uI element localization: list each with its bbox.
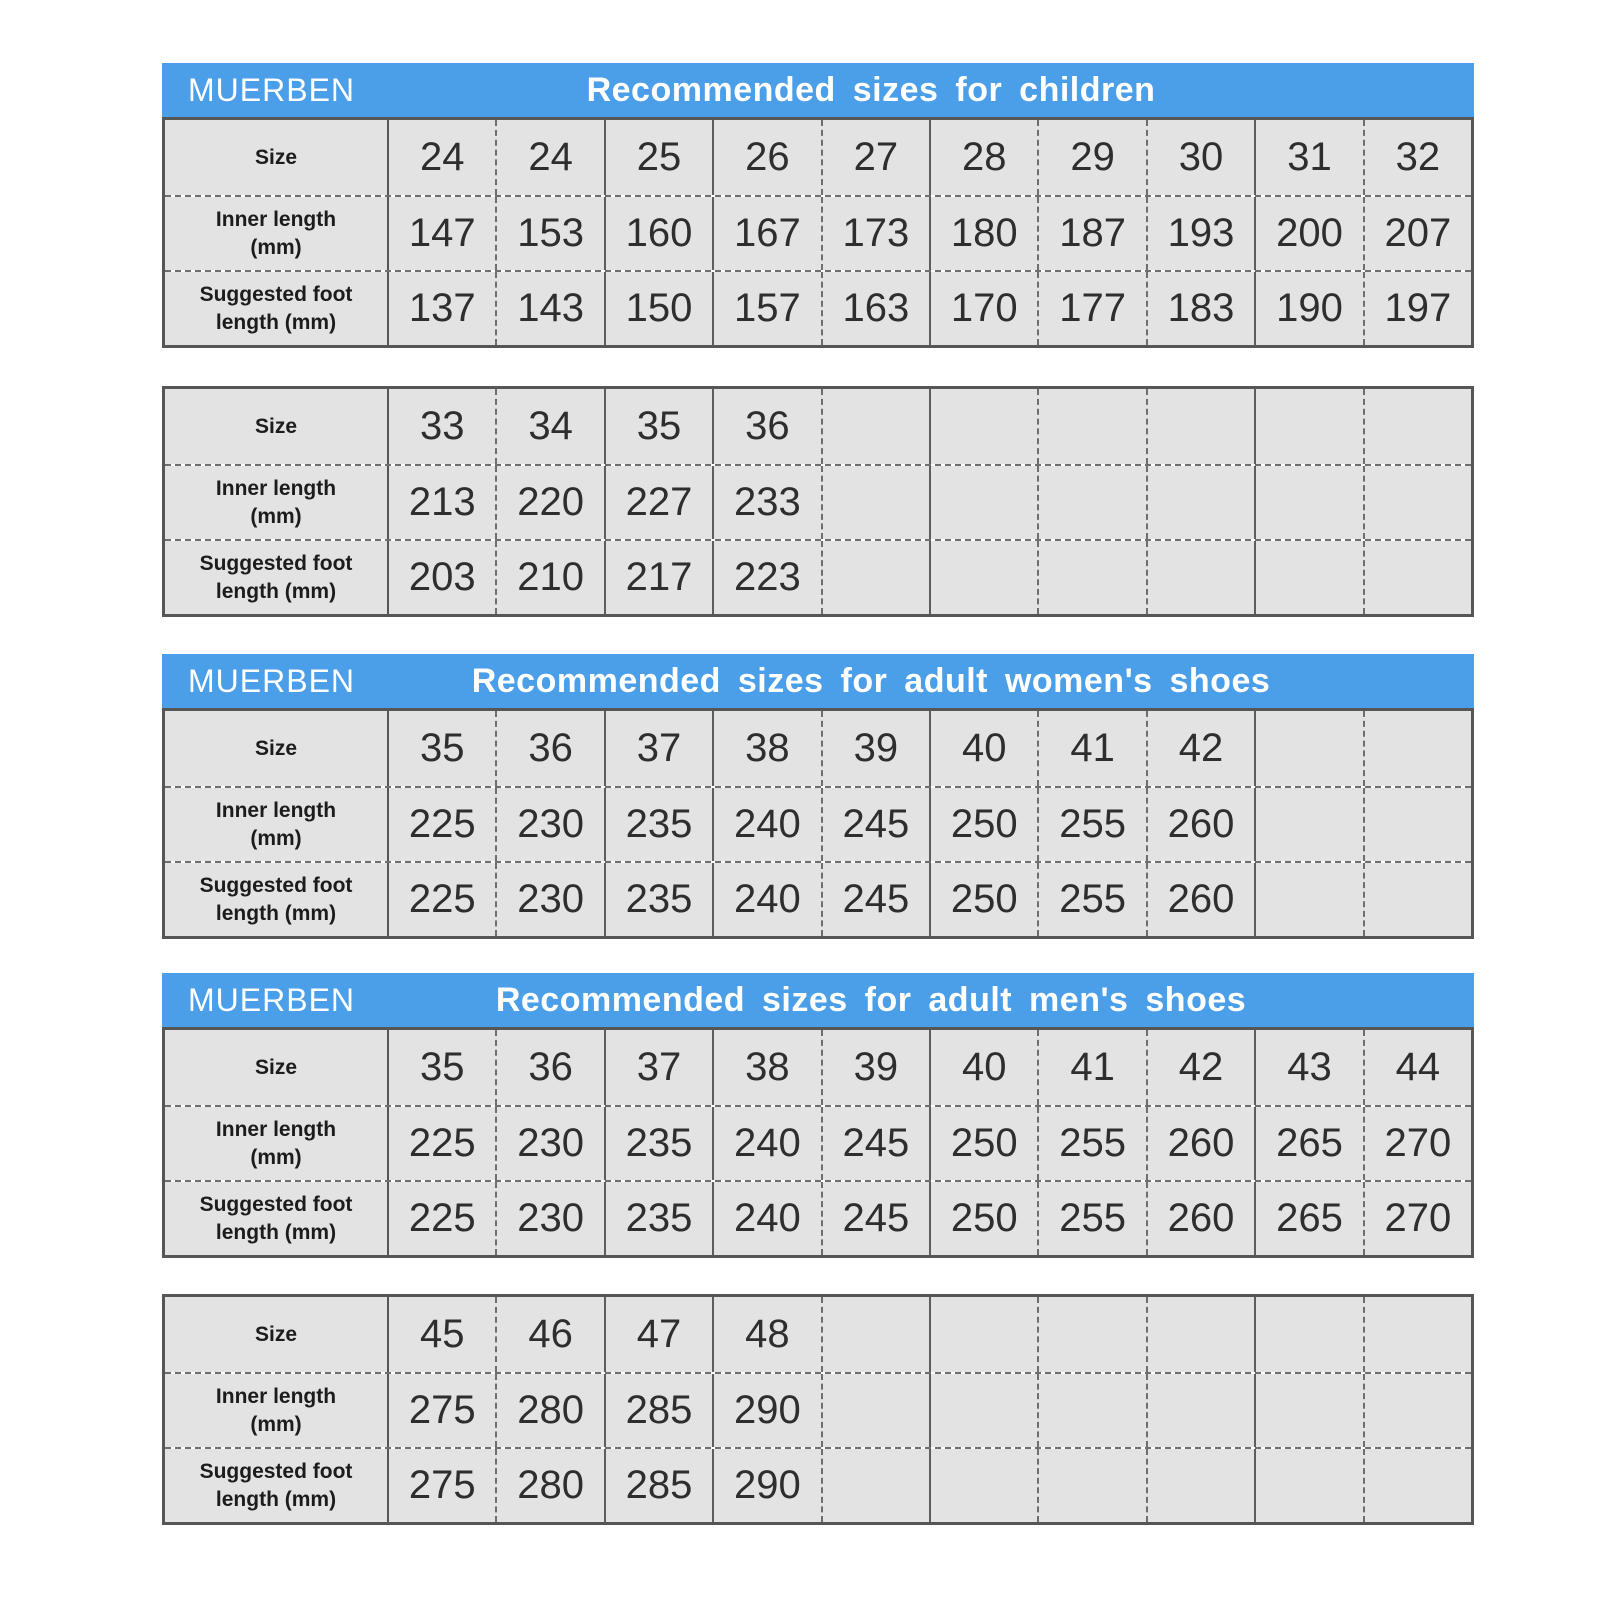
table-row-size — [165, 1297, 1471, 1372]
row-label-size — [165, 1297, 389, 1372]
size-table-1 — [162, 63, 1474, 348]
suggested-foot-length-value-cell: 250 — [929, 1182, 1037, 1255]
empty-cell — [929, 1449, 1037, 1522]
row-label-line: length (mm) — [215, 901, 337, 925]
row-label-line: length (mm) — [215, 310, 337, 334]
empty-cell — [1254, 1449, 1362, 1522]
suggested-foot-length-value-cell: 157 — [712, 272, 820, 345]
empty-cell — [1037, 541, 1145, 614]
size-value-cell: 35 — [389, 711, 495, 786]
suggested-foot-length-value-cell: 255 — [1037, 863, 1145, 936]
suggested-foot-length-value-cell: 270 — [1363, 1182, 1471, 1255]
inner-length-value-cell: 280 — [495, 1374, 603, 1447]
empty-cell — [1254, 863, 1362, 936]
empty-cell — [1363, 788, 1471, 861]
row-label-line: Suggested foot — [199, 1460, 353, 1484]
inner-length-value-cell: 200 — [1254, 197, 1362, 270]
inner-length-value-cell: 255 — [1037, 1107, 1145, 1180]
suggested-foot-length-value-cell: 197 — [1363, 272, 1471, 345]
size-value-cell: 26 — [712, 120, 820, 195]
inner-length-value-cell: 250 — [929, 1107, 1037, 1180]
size-value-cell: 30 — [1146, 120, 1254, 195]
size-grid — [162, 1027, 1474, 1258]
table-title: Recommended sizes for adult women's shoes — [471, 661, 1271, 700]
size-value-cell: 36 — [712, 389, 820, 464]
inner-length-value-cell: 193 — [1146, 197, 1254, 270]
empty-cell — [821, 1449, 929, 1522]
empty-cell — [1254, 1374, 1362, 1447]
table-row-inner-length — [165, 195, 1471, 270]
inner-length-value-cell: 245 — [821, 788, 929, 861]
empty-cell — [929, 389, 1037, 464]
empty-cell — [929, 541, 1037, 614]
inner-length-value-cell: 275 — [389, 1374, 495, 1447]
suggested-foot-length-value-cell: 260 — [1146, 863, 1254, 936]
suggested-foot-length-value-cell: 280 — [495, 1449, 603, 1522]
table-row-suggested-foot-length — [165, 1447, 1471, 1522]
empty-cell — [1254, 466, 1362, 539]
table-row-suggested-foot-length — [165, 1180, 1471, 1255]
empty-cell — [1146, 541, 1254, 614]
size-value-cell: 48 — [712, 1297, 820, 1372]
row-label-size — [165, 389, 389, 464]
row-label-line: Size — [254, 414, 298, 438]
table-header-bar — [162, 973, 1474, 1027]
suggested-foot-length-value-cell: 235 — [604, 1182, 712, 1255]
row-label-line: Inner length — [215, 477, 337, 501]
empty-cell — [1146, 466, 1254, 539]
inner-length-value-cell: 245 — [821, 1107, 929, 1180]
size-value-cell: 35 — [604, 389, 712, 464]
suggested-foot-length-value-cell: 225 — [389, 863, 495, 936]
row-label-line: Suggested foot — [199, 283, 353, 307]
inner-length-value-cell: 213 — [389, 466, 495, 539]
size-value-cell: 43 — [1254, 1030, 1362, 1105]
table-row-size — [165, 711, 1471, 786]
suggested-foot-length-value-cell: 143 — [495, 272, 603, 345]
size-value-cell: 46 — [495, 1297, 603, 1372]
suggested-foot-length-value-cell: 265 — [1254, 1182, 1362, 1255]
size-value-cell: 39 — [821, 1030, 929, 1105]
inner-length-value-cell: 160 — [604, 197, 712, 270]
empty-cell — [1037, 1449, 1145, 1522]
row-label-line: (mm) — [250, 1412, 302, 1436]
empty-cell — [1146, 1374, 1254, 1447]
table-row-inner-length — [165, 786, 1471, 861]
empty-cell — [1363, 863, 1471, 936]
size-grid — [162, 386, 1474, 617]
size-value-cell: 38 — [712, 711, 820, 786]
table-row-inner-length — [165, 1105, 1471, 1180]
row-label-line: length (mm) — [215, 1220, 337, 1244]
size-value-cell: 32 — [1363, 120, 1471, 195]
suggested-foot-length-value-cell: 235 — [604, 863, 712, 936]
suggested-foot-length-value-cell: 170 — [929, 272, 1037, 345]
suggested-foot-length-value-cell: 150 — [604, 272, 712, 345]
row-label-line: Inner length — [215, 799, 337, 823]
empty-cell — [1254, 1297, 1362, 1372]
suggested-foot-length-value-cell: 223 — [712, 541, 820, 614]
inner-length-value-cell: 180 — [929, 197, 1037, 270]
inner-length-value-cell: 235 — [604, 1107, 712, 1180]
empty-cell — [1146, 1449, 1254, 1522]
row-label-size — [165, 1030, 389, 1105]
size-grid — [162, 1294, 1474, 1525]
row-label-suggested-foot-length — [165, 272, 389, 345]
row-label-line: (mm) — [250, 1145, 302, 1169]
size-value-cell: 40 — [929, 711, 1037, 786]
inner-length-value-cell: 207 — [1363, 197, 1471, 270]
row-label-inner-length — [165, 466, 389, 539]
size-value-cell: 34 — [495, 389, 603, 464]
empty-cell — [1037, 1297, 1145, 1372]
empty-cell — [821, 1297, 929, 1372]
brand-label: MUERBEN — [188, 71, 356, 108]
table-row-inner-length — [165, 464, 1471, 539]
inner-length-value-cell: 240 — [712, 788, 820, 861]
suggested-foot-length-value-cell: 137 — [389, 272, 495, 345]
row-label-line: (mm) — [250, 504, 302, 528]
size-value-cell: 24 — [495, 120, 603, 195]
suggested-foot-length-value-cell: 275 — [389, 1449, 495, 1522]
size-value-cell: 37 — [604, 1030, 712, 1105]
row-label-line: (mm) — [250, 235, 302, 259]
size-value-cell: 42 — [1146, 711, 1254, 786]
suggested-foot-length-value-cell: 177 — [1037, 272, 1145, 345]
suggested-foot-length-value-cell: 190 — [1254, 272, 1362, 345]
table-row-size — [165, 1030, 1471, 1105]
empty-cell — [1363, 1297, 1471, 1372]
size-grid — [162, 117, 1474, 348]
suggested-foot-length-value-cell: 255 — [1037, 1182, 1145, 1255]
row-label-line: Suggested foot — [199, 1193, 353, 1217]
size-chart-page — [162, 63, 1474, 1525]
inner-length-value-cell: 230 — [495, 1107, 603, 1180]
empty-cell — [1363, 1374, 1471, 1447]
inner-length-value-cell: 147 — [389, 197, 495, 270]
row-label-inner-length — [165, 197, 389, 270]
inner-length-value-cell: 220 — [495, 466, 603, 539]
inner-length-value-cell: 285 — [604, 1374, 712, 1447]
row-label-inner-length — [165, 788, 389, 861]
empty-cell — [821, 1374, 929, 1447]
empty-cell — [821, 389, 929, 464]
inner-length-value-cell: 265 — [1254, 1107, 1362, 1180]
suggested-foot-length-value-cell: 240 — [712, 1182, 820, 1255]
row-label-inner-length — [165, 1107, 389, 1180]
size-value-cell: 36 — [495, 711, 603, 786]
size-value-cell: 36 — [495, 1030, 603, 1105]
brand-label: MUERBEN — [188, 981, 356, 1018]
empty-cell — [1363, 711, 1471, 786]
size-value-cell: 47 — [604, 1297, 712, 1372]
empty-cell — [1254, 541, 1362, 614]
size-value-cell: 29 — [1037, 120, 1145, 195]
table-row-inner-length — [165, 1372, 1471, 1447]
size-value-cell: 45 — [389, 1297, 495, 1372]
suggested-foot-length-value-cell: 250 — [929, 863, 1037, 936]
suggested-foot-length-value-cell: 217 — [604, 541, 712, 614]
suggested-foot-length-value-cell: 240 — [712, 863, 820, 936]
table-row-size — [165, 120, 1471, 195]
empty-cell — [821, 541, 929, 614]
inner-length-value-cell: 187 — [1037, 197, 1145, 270]
suggested-foot-length-value-cell: 230 — [495, 1182, 603, 1255]
inner-length-value-cell: 230 — [495, 788, 603, 861]
size-value-cell: 35 — [389, 1030, 495, 1105]
table-title: Recommended sizes for children — [586, 70, 1156, 109]
row-label-inner-length — [165, 1374, 389, 1447]
inner-length-value-cell: 173 — [821, 197, 929, 270]
table-row-suggested-foot-length — [165, 539, 1471, 614]
row-label-line: Size — [254, 1055, 298, 1079]
size-value-cell: 41 — [1037, 711, 1145, 786]
size-grid — [162, 708, 1474, 939]
row-label-line: Suggested foot — [199, 874, 353, 898]
inner-length-value-cell: 153 — [495, 197, 603, 270]
inner-length-value-cell: 250 — [929, 788, 1037, 861]
inner-length-value-cell: 255 — [1037, 788, 1145, 861]
size-value-cell: 40 — [929, 1030, 1037, 1105]
size-value-cell: 24 — [389, 120, 495, 195]
table-title: Recommended sizes for adult men's shoes — [495, 980, 1247, 1019]
row-label-size — [165, 120, 389, 195]
empty-cell — [821, 466, 929, 539]
size-value-cell: 31 — [1254, 120, 1362, 195]
row-label-size — [165, 711, 389, 786]
empty-cell — [1363, 541, 1471, 614]
size-value-cell: 39 — [821, 711, 929, 786]
row-label-line: Inner length — [215, 1385, 337, 1409]
empty-cell — [1363, 1449, 1471, 1522]
suggested-foot-length-value-cell: 260 — [1146, 1182, 1254, 1255]
empty-cell — [1363, 466, 1471, 539]
inner-length-value-cell: 235 — [604, 788, 712, 861]
empty-cell — [929, 1297, 1037, 1372]
inner-length-value-cell: 240 — [712, 1107, 820, 1180]
suggested-foot-length-value-cell: 230 — [495, 863, 603, 936]
suggested-foot-length-value-cell: 285 — [604, 1449, 712, 1522]
row-label-line: Size — [254, 145, 298, 169]
row-label-line: length (mm) — [215, 579, 337, 603]
size-table-2 — [162, 386, 1474, 617]
size-value-cell: 27 — [821, 120, 929, 195]
empty-cell — [1146, 1297, 1254, 1372]
brand-label: MUERBEN — [188, 662, 356, 699]
empty-cell — [1254, 788, 1362, 861]
empty-cell — [1037, 466, 1145, 539]
size-table-4 — [162, 973, 1474, 1258]
empty-cell — [1037, 1374, 1145, 1447]
row-label-line: Size — [254, 736, 298, 760]
suggested-foot-length-value-cell: 245 — [821, 863, 929, 936]
table-row-size — [165, 389, 1471, 464]
row-label-suggested-foot-length — [165, 541, 389, 614]
inner-length-value-cell: 233 — [712, 466, 820, 539]
inner-length-value-cell: 260 — [1146, 1107, 1254, 1180]
suggested-foot-length-value-cell: 225 — [389, 1182, 495, 1255]
size-value-cell: 37 — [604, 711, 712, 786]
table-row-suggested-foot-length — [165, 270, 1471, 345]
row-label-line: Inner length — [215, 208, 337, 232]
row-label-line: Inner length — [215, 1118, 337, 1142]
empty-cell — [1254, 389, 1362, 464]
suggested-foot-length-value-cell: 203 — [389, 541, 495, 614]
size-value-cell: 44 — [1363, 1030, 1471, 1105]
size-value-cell: 41 — [1037, 1030, 1145, 1105]
suggested-foot-length-value-cell: 183 — [1146, 272, 1254, 345]
row-label-suggested-foot-length — [165, 1182, 389, 1255]
inner-length-value-cell: 290 — [712, 1374, 820, 1447]
table-row-suggested-foot-length — [165, 861, 1471, 936]
size-table-3 — [162, 654, 1474, 939]
inner-length-value-cell: 270 — [1363, 1107, 1471, 1180]
table-header-bar — [162, 654, 1474, 708]
empty-cell — [929, 466, 1037, 539]
size-value-cell: 25 — [604, 120, 712, 195]
empty-cell — [1037, 389, 1145, 464]
size-value-cell: 38 — [712, 1030, 820, 1105]
empty-cell — [1146, 389, 1254, 464]
row-label-line: (mm) — [250, 826, 302, 850]
size-value-cell: 42 — [1146, 1030, 1254, 1105]
suggested-foot-length-value-cell: 290 — [712, 1449, 820, 1522]
inner-length-value-cell: 227 — [604, 466, 712, 539]
inner-length-value-cell: 260 — [1146, 788, 1254, 861]
row-label-suggested-foot-length — [165, 863, 389, 936]
inner-length-value-cell: 225 — [389, 1107, 495, 1180]
empty-cell — [929, 1374, 1037, 1447]
row-label-line: length (mm) — [215, 1487, 337, 1511]
suggested-foot-length-value-cell: 163 — [821, 272, 929, 345]
suggested-foot-length-value-cell: 245 — [821, 1182, 929, 1255]
row-label-line: Size — [254, 1322, 298, 1346]
empty-cell — [1254, 711, 1362, 786]
table-header-bar — [162, 63, 1474, 117]
size-table-5 — [162, 1294, 1474, 1525]
inner-length-value-cell: 225 — [389, 788, 495, 861]
size-value-cell: 28 — [929, 120, 1037, 195]
size-value-cell: 33 — [389, 389, 495, 464]
row-label-suggested-foot-length — [165, 1449, 389, 1522]
row-label-line: Suggested foot — [199, 552, 353, 576]
inner-length-value-cell: 167 — [712, 197, 820, 270]
empty-cell — [1363, 389, 1471, 464]
suggested-foot-length-value-cell: 210 — [495, 541, 603, 614]
